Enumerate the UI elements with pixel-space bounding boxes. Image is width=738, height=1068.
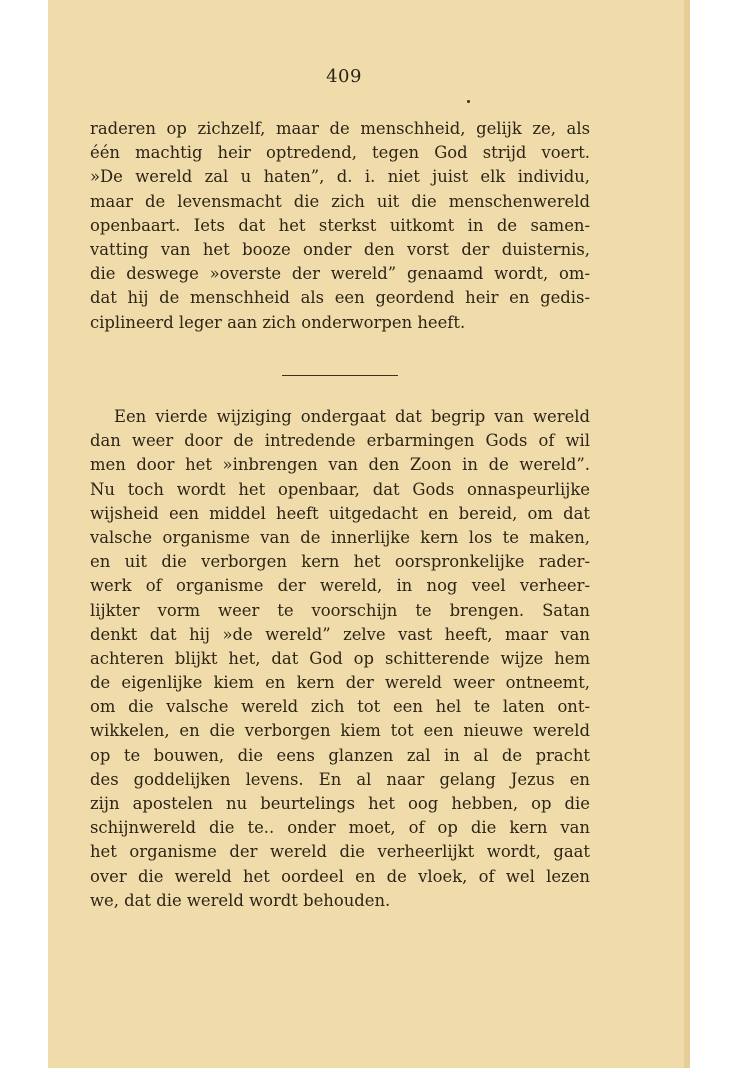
text-line: die deswege »overste der wereld” genaamd wordt, om-: [90, 264, 590, 284]
text-line: schijnwereld die te.. onder moet, of op die kern van: [90, 818, 590, 838]
text-line: over die wereld het oordeel en de vloek, of wel lezen: [90, 866, 590, 886]
text-line: het organisme der wereld die verheerlijkt wordt, gaat: [90, 842, 590, 862]
text-line: »De wereld zal u haten”, d. i. niet juist elk individu,: [90, 167, 590, 187]
text-line: wikkelen, en die verborgen kiem tot een nieuwe wereld: [90, 721, 590, 741]
text-line: raderen op zichzelf, maar de menschheid, gelijk ze, als: [90, 119, 590, 138]
text-line: werk of organisme der wereld, in nog veel verheer-: [90, 576, 590, 596]
text-line: maar de levensmacht die zich uit die menschenwereld: [90, 191, 590, 211]
paragraph-1: [90, 117, 590, 335]
section-divider: [282, 375, 398, 376]
text-line: de eigenlijke kiem en kern der wereld weer ontneemt,: [90, 673, 590, 693]
text-line: dan weer door de intredende erbarmingen Gods of wil: [90, 431, 590, 451]
text-line: achteren blijkt het, dat God op schitterende wijze hem: [90, 648, 590, 668]
text-line: Nu toch wordt het openbaar, dat Gods onnaspeurlijke: [90, 479, 590, 499]
text-line: denkt dat hij »de wereld” zelve vast heeft, maar van: [90, 624, 590, 644]
text-line: vatting van het booze onder den vorst der duisternis,: [90, 239, 590, 259]
text-line: op te bouwen, die eens glanzen zal in al de pracht: [90, 745, 590, 765]
text-line: wijsheid een middel heeft uitgedacht en bereid, om dat: [90, 503, 590, 523]
text-line: ciplineerd leger aan zich onderworpen heeft.: [90, 312, 466, 332]
text-line: openbaart. Iets dat het sterkst uitkomt in de samen-: [90, 215, 590, 235]
page-edge: [684, 0, 690, 1068]
text-line: des goddelijken levens. En al naar gelang Jezus en: [90, 769, 590, 789]
text-line: om die valsche wereld zich tot een hel te laten ont-: [90, 697, 590, 717]
speck-mark: [467, 100, 470, 103]
paragraph-2: [90, 405, 590, 913]
text-line: zijn apostelen nu beurtelings het oog hebben, op die: [90, 794, 590, 813]
text-line: dat hij de menschheid als een geordend heir en gedis-: [90, 288, 590, 308]
text-line: Een vierde wijziging ondergaat dat begrip van wereld: [114, 407, 590, 426]
text-line: we, dat die wereld wordt behouden.: [90, 890, 391, 910]
page-number: 409: [326, 66, 362, 87]
text-line: en uit die verborgen kern het oorspronkelijke rader-: [90, 552, 590, 572]
text-line: lijkter vorm weer te voorschijn te brengen. Satan: [90, 600, 590, 620]
text-line: één machtig heir optredend, tegen God strijd voert.: [90, 143, 590, 163]
text-line: valsche organisme van de innerlijke kern los te maken,: [90, 527, 590, 547]
text-line: men door het »inbrengen van den Zoon in de wereld”.: [90, 455, 590, 475]
book-page: [48, 0, 690, 1068]
